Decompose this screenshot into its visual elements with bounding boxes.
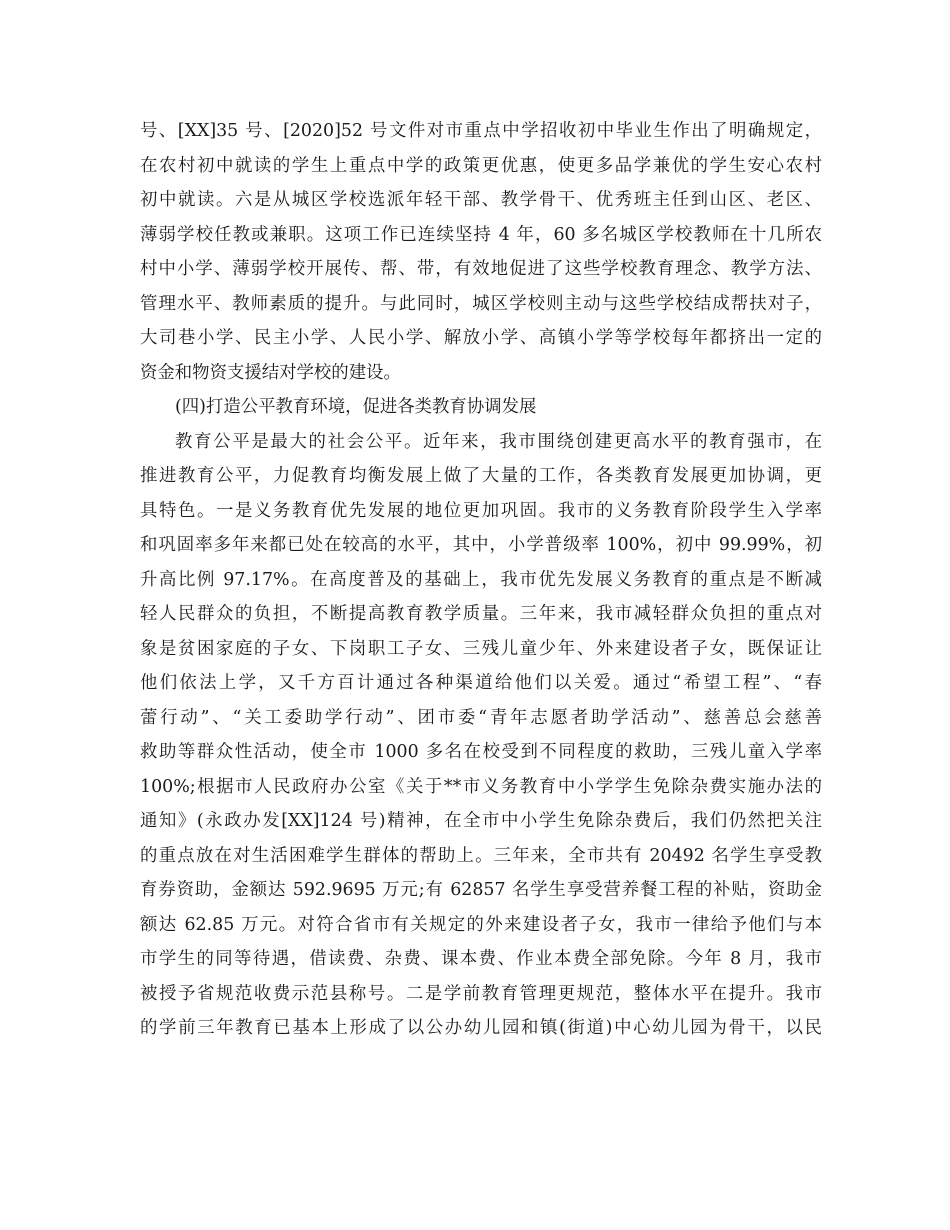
text-line: 市学生的同等待遇，借读费、杂费、课本费、作业本费全部免除。今年 8 月，我市 [140,949,822,969]
text-line: 轻人民群众的负担，不断提高教育教学质量。三年来，我市减轻群众负担的重点对 [140,604,822,624]
text-line: 他们依法上学，又千方百计通过各种渠道给他们以关爱。通过“希望工程”、“春 [140,673,822,693]
text-line: 蕾行动”、“关工委助学行动”、团市委“青年志愿者助学活动”、慈善总会慈善 [140,707,822,728]
text-line: 教育公平是最大的社会公平。近年来，我市围绕创建更高水平的教育强市，在 [175,431,822,452]
text-line: 管理水平、教师素质的提升。与此同时，城区学校则主动与这些学校结成帮扶对子， [140,293,822,314]
document-body [140,114,822,1046]
text-line: 额达 62.85 万元。对符合省市有关规定的外来建设者子女，我市一律给予他们与本 [140,914,822,935]
text-line: 村中小学、薄弱学校开展传、帮、带，有效地促进了这些学校教育理念、教学方法、 [140,259,822,279]
section-heading: (四)打造公平教育环境，促进各类教育协调发展 [175,397,537,417]
text-line: 的学前三年教育已基本上形成了以公办幼儿园和镇(街道)中心幼儿园为骨干，以民 [140,1018,822,1038]
text-line: 象是贫困家庭的子女、下岗职工子女、三残儿童少年、外来建设者子女，既保证让 [140,638,822,659]
text-line: 育券资助，金额达 592.9695 万元;有 62857 名学生享受营养餐工程的补贴，资助金 [140,880,822,900]
text-line: 被授予省规范收费示范县称号。二是学前教育管理更规范，整体水平在提升。我市 [140,983,822,1004]
text-line: 和巩固率多年来都已处在较高的水平，其中，小学普级率 100%，初中 99.99%，初 [140,535,822,555]
text-line: 号、[XX]35 号、[2020]52 号文件对市重点中学招收初中毕业生作出了明确规定， [140,121,822,141]
text-line: 具特色。一是义务教育优先发展的地位更加巩固。我市的义务教育阶段学生入学率 [140,500,822,521]
text-line: 升高比例 97.17%。在高度普及的基础上，我市优先发展义务教育的重点是不断减 [140,569,822,590]
text-line: 大司巷小学、民主小学、人民小学、解放小学、高镇小学等学校每年都挤出一定的 [140,328,822,348]
text-line: 薄弱学校任教或兼职。这项工作已连续坚持 4 年，60 多名城区学校教师在十几所农 [140,224,822,245]
text-line: 初中就读。六是从城区学校选派年轻干部、教学骨干、优秀班主任到山区、老区、 [140,190,822,210]
text-line: 100%;根据市人民政府办公室《关于**市义务教育中小学学生免除杂费实施办法的 [140,776,822,797]
text-line: 救助等群众性活动，使全市 1000 多名在校受到不同程度的救助，三残儿童入学率 [140,742,822,762]
text-line: 资金和物资支援结对学校的建设。 [140,362,401,383]
text-line: 在农村初中就读的学生上重点中学的政策更优惠，使更多品学兼优的学生安心农村 [140,155,822,176]
text-line: 的重点放在对生活困难学生群体的帮助上。三年来，全市共有 20492 名学生享受教 [140,845,822,866]
text-line: 通知》(永政办发[XX]124 号)精神，在全市中小学生免除杂费后，我们仍然把关注 [140,811,822,831]
text-line: 推进教育公平，力促教育均衡发展上做了大量的工作，各类教育发展更加协调，更 [140,466,822,486]
